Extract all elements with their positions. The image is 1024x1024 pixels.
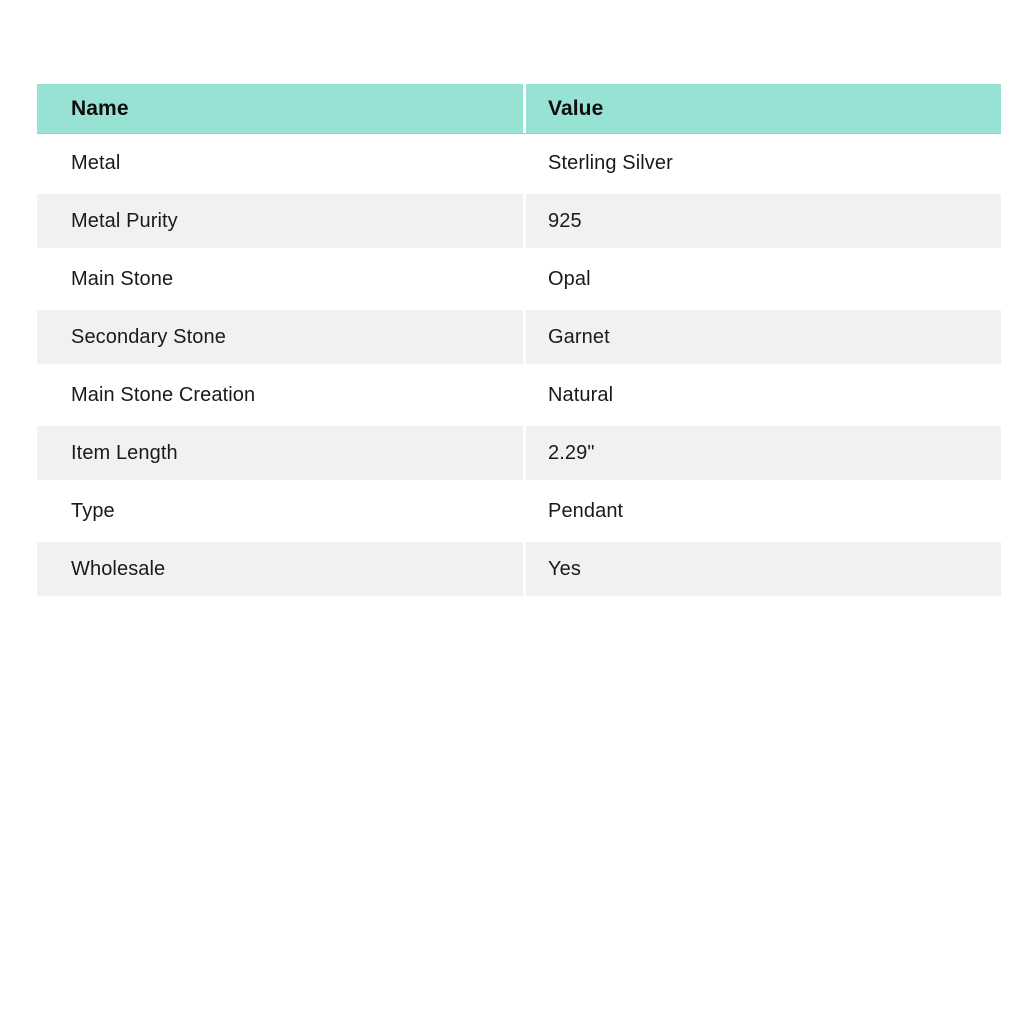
header-cell-value: Value (523, 84, 1001, 133)
row-name-cell: Metal (71, 151, 121, 174)
row-name-cell: Item Length (71, 441, 178, 464)
row-value-cell: Opal (523, 250, 1001, 308)
table-body (37, 134, 1001, 598)
row-value-cell: 2.29" (523, 424, 1001, 482)
row-name-cell: Secondary Stone (71, 325, 226, 348)
row-name-cell: Main Stone (71, 267, 174, 290)
table-row-metal (37, 134, 1001, 192)
table-row-wholesale (37, 540, 1001, 598)
table-row-item-length (37, 424, 1001, 482)
row-value-cell: Natural (523, 366, 1001, 424)
product-spec-table (37, 84, 1001, 598)
table-row-main-stone-creation (37, 366, 1001, 424)
row-value-cell: 925 (523, 192, 1001, 250)
row-value-cell: Pendant (523, 482, 1001, 540)
table-row-secondary-stone (37, 308, 1001, 366)
row-value-cell: Sterling Silver (523, 134, 1001, 192)
table-row-main-stone (37, 250, 1001, 308)
table-header-row (37, 84, 1001, 134)
row-name-cell: Type (71, 499, 115, 522)
row-value-cell: Yes (523, 540, 1001, 598)
table-row-metal-purity (37, 192, 1001, 250)
row-name-cell: Metal Purity (71, 209, 178, 232)
row-name-cell: Wholesale (71, 557, 166, 580)
row-value-cell: Garnet (523, 308, 1001, 366)
row-name-cell: Main Stone Creation (71, 383, 256, 406)
table-row-type (37, 482, 1001, 540)
header-cell-name: Name (71, 96, 129, 120)
